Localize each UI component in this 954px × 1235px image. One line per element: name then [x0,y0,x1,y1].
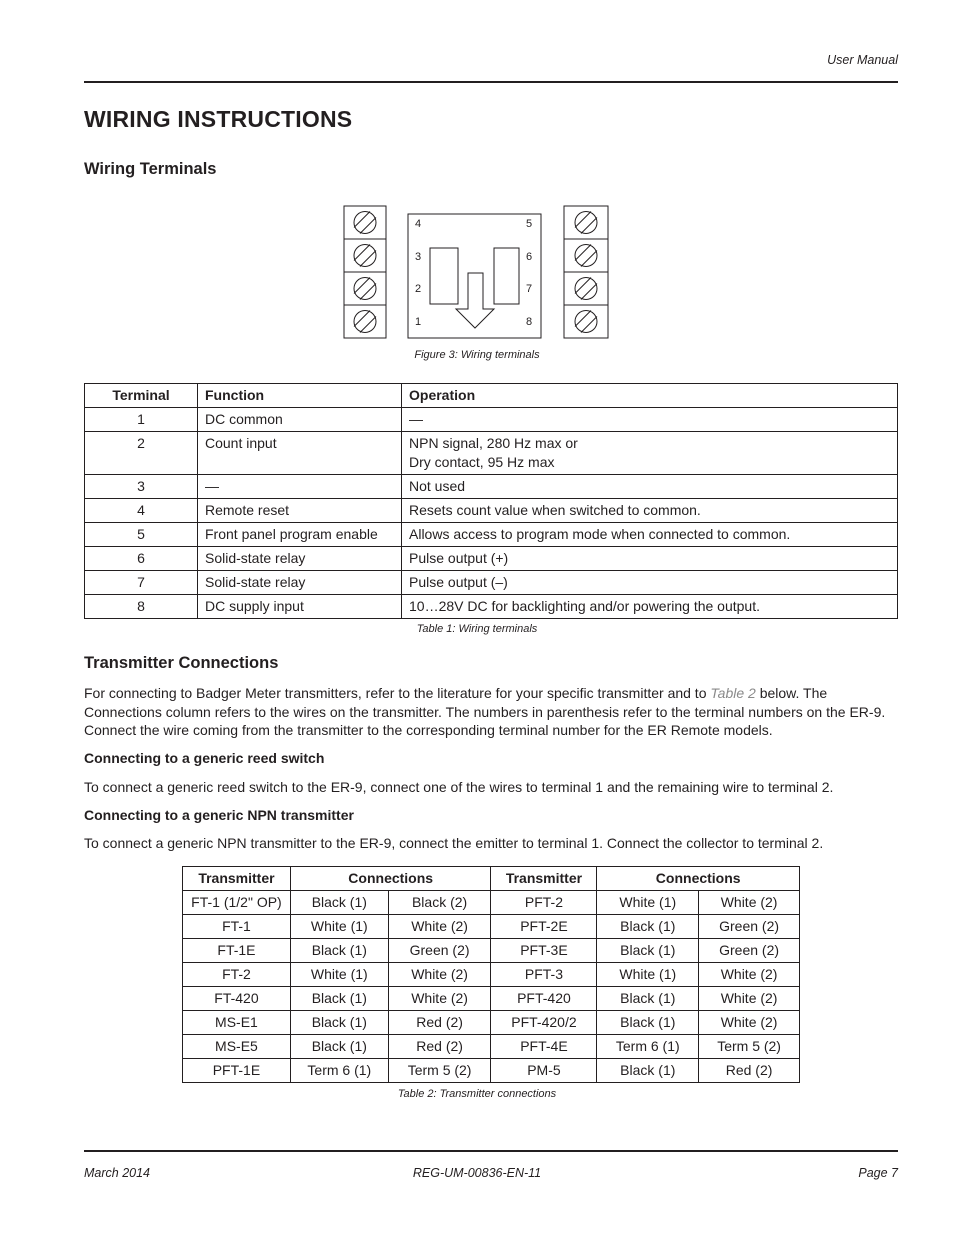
npn-transmitter-text: To connect a generic NPN transmitter to the ER-9, connect the emitter to terminal 1. Connect the collector to terminal 2. [84,835,824,851]
table-row [183,963,800,987]
footer-doc-id: REG-UM-00836-EN-11 [412,1166,542,1180]
transmitter-cell: PFT-1E [183,1059,291,1083]
transmitter-cell: FT-1E [183,939,291,963]
connection-cell: Black (1) [597,1011,699,1035]
terminal-number-label: 3 [415,251,422,263]
wiring-terminals-heading: Wiring Terminals [84,160,217,178]
operation-line: Pulse output (+) [409,550,509,566]
operation-cell [402,499,898,523]
terminal-number-label: 5 [526,218,533,230]
column-header: Function [198,384,402,408]
npn-transmitter-heading: Connecting to a generic NPN transmitter [84,807,354,823]
screw-terminal-icon [575,245,597,267]
connection-cell: Black (1) [597,939,699,963]
transmitter-cell: FT-1 (1/2" OP) [183,891,291,915]
transmitter-cell: MS-E1 [183,1011,291,1035]
operation-cell [402,595,898,619]
header-rule [84,81,898,83]
connection-cell: White (2) [699,891,800,915]
connection-cell: Black (1) [597,1059,699,1083]
terminal-cell: 5 [85,523,198,547]
reed-switch-heading: Connecting to a generic reed switch [84,750,325,766]
table2-link[interactable]: Table 2 [710,685,756,701]
transmitter-cell: MS-E5 [183,1035,291,1059]
column-header: Connections [597,867,800,891]
transmitter-connections-heading: Transmitter Connections [84,654,279,672]
operation-line: Not used [409,478,466,494]
connection-cell: Green (2) [388,939,491,963]
footer-date: March 2014 [84,1166,151,1180]
table-row [183,1011,800,1035]
connection-cell: Black (1) [290,1035,388,1059]
terminal-number-label: 4 [415,218,422,230]
terminal-cell: 7 [85,571,198,595]
operation-cell [402,571,898,595]
function-cell: Solid-state relay [198,571,402,595]
terminal-cell: 1 [85,408,198,432]
connection-cell: White (2) [388,963,491,987]
header-doc-type: User Manual [827,53,898,67]
transmitter-cell: PFT-3E [491,939,597,963]
screw-terminal-icon [575,212,597,234]
section-title: WIRING INSTRUCTIONS [84,106,353,132]
table-row [183,1035,800,1059]
connection-cell: Black (1) [597,987,699,1011]
table-row [183,915,800,939]
connection-cell: Black (1) [597,915,699,939]
connection-cell: Black (1) [290,891,388,915]
table-row [85,571,898,595]
transmitter-cell: FT-2 [183,963,291,987]
transmitter-cell: FT-420 [183,987,291,1011]
screw-terminal-icon [354,311,376,333]
reed-switch-text: To connect a generic reed switch to the ER-9, connect one of the wires to terminal 1 and the remaining wire to terminal 2. [84,779,834,795]
screw-terminal-icon [575,311,597,333]
table-row [85,432,898,475]
wiring-terminals-diagram [343,205,609,340]
connection-cell: White (2) [699,963,800,987]
connection-cell: Term 5 (2) [388,1059,491,1083]
table-row [85,595,898,619]
connection-cell: Green (2) [699,939,800,963]
operation-line: Pulse output (–) [409,574,508,590]
connection-cell: Green (2) [699,915,800,939]
table1-caption: Table 1: Wiring terminals [416,623,538,635]
function-cell: DC supply input [198,595,402,619]
connection-cell: Black (1) [290,987,388,1011]
terminal-number-label: 8 [526,316,533,328]
screw-terminal-icon [354,245,376,267]
terminal-cell: 2 [85,432,198,475]
column-header: Terminal [85,384,198,408]
connection-cell: White (1) [290,915,388,939]
terminal-cell: 8 [85,595,198,619]
function-cell: — [198,475,402,499]
operation-cell [402,547,898,571]
connection-cell: Term 6 (1) [597,1035,699,1059]
operation-line: Dry contact, 95 Hz max [409,454,555,470]
intro-text: below. The Connections column refers to the wires on the transmitter. The numbers in parenthesis refer to the terminal numbers on the ER-9. Connect the wire coming from the transmitter to the corresponding terminal number for the ER Remote models. [84,685,886,738]
transmitter-cell: PFT-420 [491,987,597,1011]
intro-text: For connecting to Badger Meter transmitters, refer to the literature for your specific transmitter and to [84,685,711,701]
footer-rule [84,1150,898,1152]
column-header: Operation [402,384,898,408]
table-row [85,475,898,499]
transmitter-cell: PFT-3 [491,963,597,987]
operation-line: Resets count value when switched to common. [409,502,701,518]
transmitter-cell: PFT-420/2 [491,1011,597,1035]
column-header: Connections [290,867,491,891]
screw-terminal-icon [354,212,376,234]
operation-cell [402,432,898,475]
terminal-number-label: 1 [415,316,422,328]
function-cell: Solid-state relay [198,547,402,571]
footer-page-number: Page 7 [858,1166,898,1180]
operation-cell [402,408,898,432]
terminal-number-label: 6 [526,251,533,263]
connection-cell: Term 5 (2) [699,1035,800,1059]
transmitter-connections-table [182,866,800,1083]
table-row [85,547,898,571]
transmitter-cell: FT-1 [183,915,291,939]
connection-cell: White (1) [290,963,388,987]
terminal-cell: 6 [85,547,198,571]
function-cell: Count input [198,432,402,475]
wiring-terminals-table [84,383,898,619]
column-header: Transmitter [491,867,597,891]
table2-caption: Table 2: Transmitter connections [397,1088,557,1100]
screw-terminal-icon [354,278,376,300]
table-row [85,408,898,432]
table-row [183,939,800,963]
operation-line: 10…28V DC for backlighting and/or powering the output. [409,598,760,614]
operation-line: NPN signal, 280 Hz max or [409,435,578,451]
connection-cell: Red (2) [388,1035,491,1059]
connection-cell: White (1) [597,963,699,987]
transmitter-cell: PFT-2E [491,915,597,939]
operation-line: — [409,411,423,427]
column-header: Transmitter [183,867,291,891]
function-cell: Front panel program enable [198,523,402,547]
operation-line: Allows access to program mode when connected to common. [409,526,791,542]
table-row [183,891,800,915]
connection-cell: White (1) [597,891,699,915]
terminal-number-label: 2 [415,283,422,295]
terminal-cell: 3 [85,475,198,499]
connection-cell: Red (2) [699,1059,800,1083]
connection-cell: White (2) [388,987,491,1011]
table-row [183,1059,800,1083]
connection-cell: Black (1) [290,939,388,963]
transmitter-cell: PM-5 [491,1059,597,1083]
terminal-cell: 4 [85,499,198,523]
table-row [85,499,898,523]
transmitter-cell: PFT-4E [491,1035,597,1059]
transmitter-cell: PFT-2 [491,891,597,915]
connection-cell: White (2) [699,1011,800,1035]
figure-caption: Figure 3: Wiring terminals [414,349,540,361]
connection-cell: Black (1) [290,1011,388,1035]
operation-cell [402,523,898,547]
function-cell: Remote reset [198,499,402,523]
connection-cell: White (2) [699,987,800,1011]
table-row [85,523,898,547]
connection-cell: Black (2) [388,891,491,915]
connection-cell: Term 6 (1) [290,1059,388,1083]
screw-terminal-icon [575,278,597,300]
operation-cell [402,475,898,499]
connection-cell: White (2) [388,915,491,939]
transmitter-intro-paragraph [84,684,898,740]
connection-cell: Red (2) [388,1011,491,1035]
function-cell: DC common [198,408,402,432]
terminal-number-label: 7 [526,283,533,295]
table-row [183,987,800,1011]
